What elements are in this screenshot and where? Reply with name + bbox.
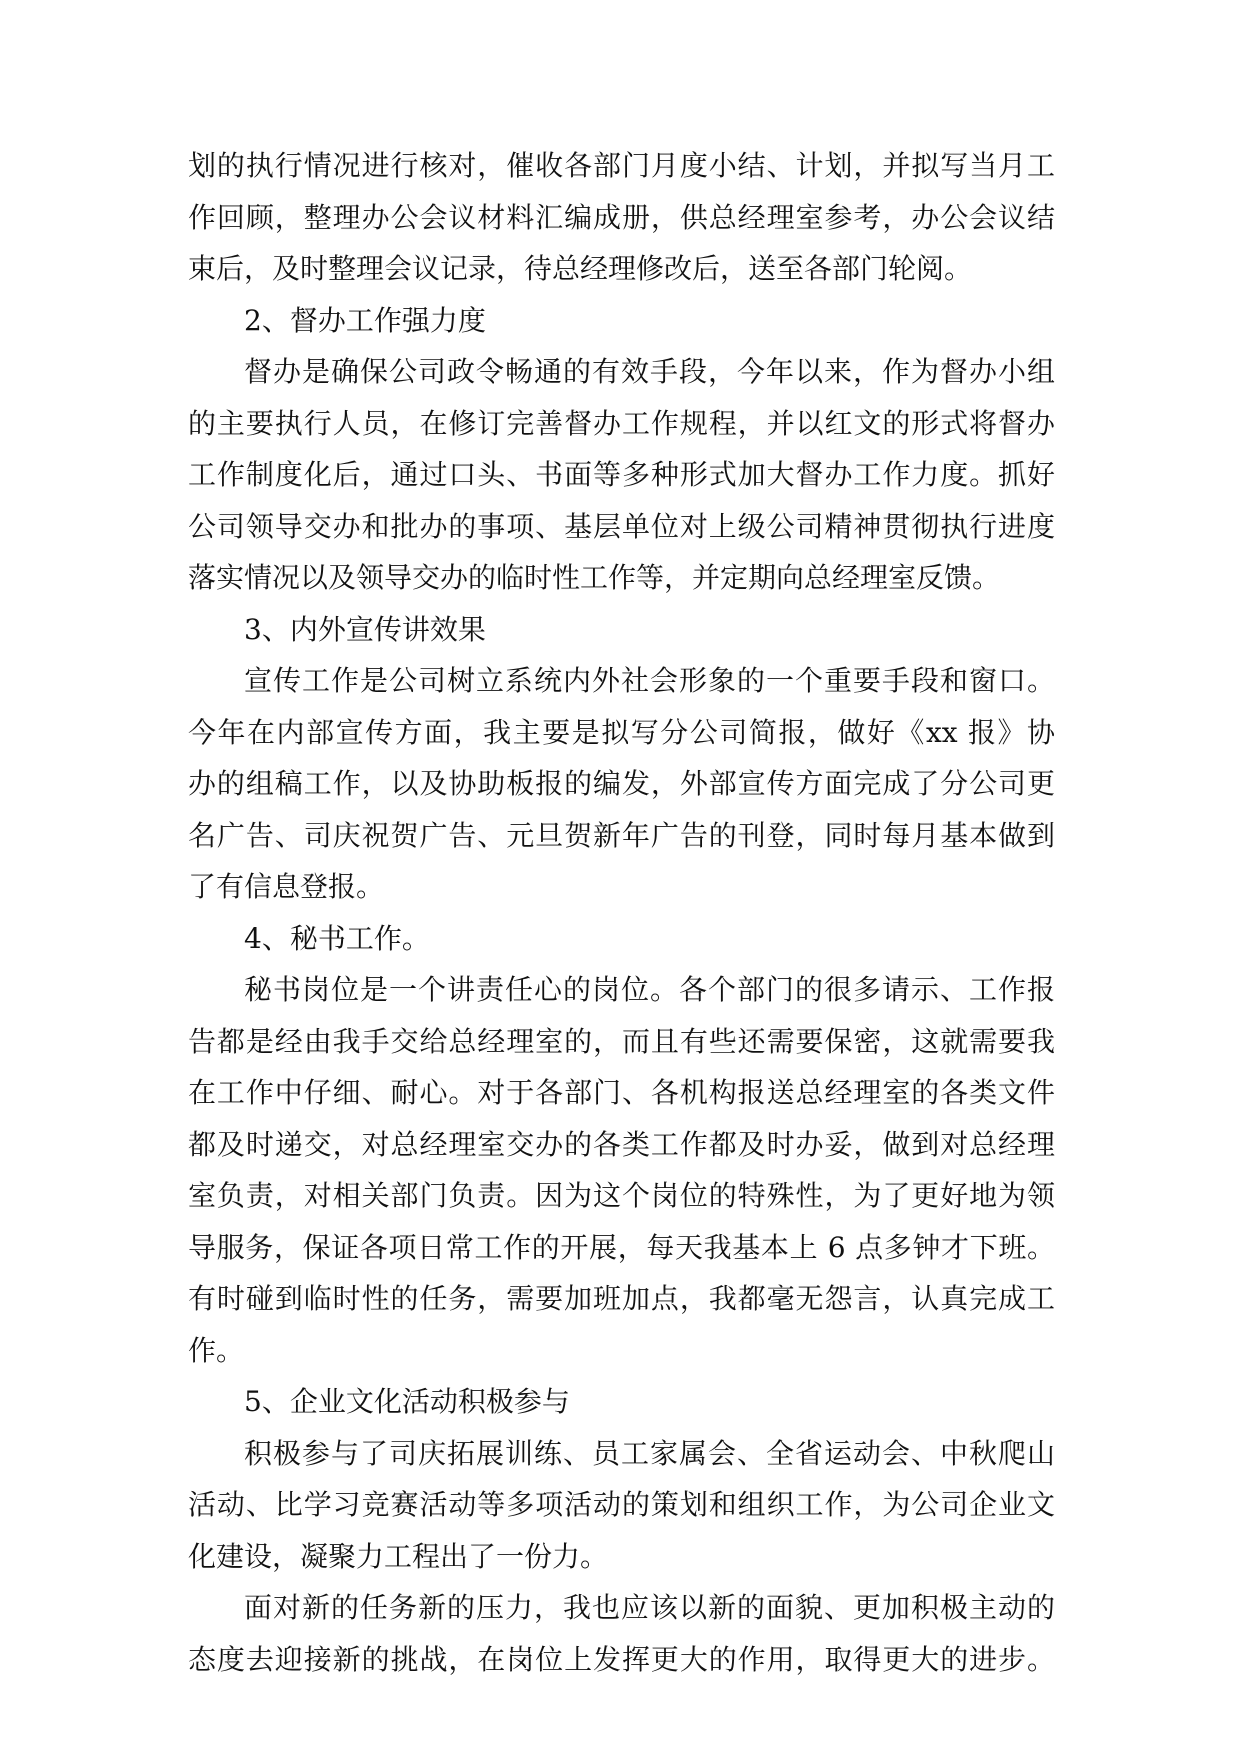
body-line: 作。 [188, 1333, 245, 1367]
body-line: 的主要执行人员，在修订完善督办工作规程，并以红文的形式将督办 [188, 406, 1055, 440]
body-line: 态度去迎接新的挑战，在岗位上发挥更大的作用，取得更大的进步。 [188, 1642, 1055, 1676]
body-line: 划的执行情况进行核对，催收各部门月度小结、计划，并拟写当月工 [188, 149, 1055, 182]
body-line: 公司领导交办和批办的事项、基层单位对上级公司精神贯彻执行进度 [188, 509, 1055, 543]
body-line: 化建设，凝聚力工程出了一份力。 [188, 1539, 609, 1573]
section-heading: 3、内外宣传讲效果 [244, 612, 486, 646]
body-line: 室负责，对相关部门负责。因为这个岗位的特殊性，为了更好地为领 [188, 1179, 1055, 1212]
section-heading: 2、督办工作强力度 [244, 303, 486, 337]
section-heading: 5、企业文化活动积极参与 [244, 1385, 570, 1418]
body-line: 作回顾，整理办公会议材料汇编成册，供总经理室参考，办公会议结 [188, 200, 1055, 234]
body-line: 秘书岗位是一个讲责任心的岗位。各个部门的很多请示、工作报 [244, 973, 1055, 1006]
body-line: 了有信息登报。 [188, 870, 385, 903]
section-heading: 4、秘书工作。 [244, 921, 430, 955]
body-line: 宣传工作是公司树立系统内外社会形象的一个重要手段和窗口。 [244, 664, 1055, 697]
body-line: 办的组稿工作，以及协助板报的编发，外部宣传方面完成了分公司更 [188, 767, 1055, 800]
body-line: 导服务，保证各项日常工作的开展，每天我基本上 6 点多钟才下班。 [188, 1230, 1055, 1264]
body-line: 在工作中仔细、耐心。对于各部门、各机构报送总经理室的各类文件 [188, 1076, 1055, 1109]
body-line: 名广告、司庆祝贺广告、元旦贺新年广告的刊登，同时每月基本做到 [188, 818, 1055, 852]
body-line: 有时碰到临时性的任务，需要加班加点，我都毫无怨言，认真完成工 [188, 1282, 1055, 1315]
body-line: 告都是经由我手交给总经理室的，而且有些还需要保密，这就需要我 [188, 1024, 1055, 1058]
body-line: 积极参与了司庆拓展训练、员工家属会、全省运动会、中秋爬山 [244, 1436, 1055, 1470]
body-line: 督办是确保公司政令畅通的有效手段，今年以来，作为督办小组 [244, 355, 1055, 388]
body-line: 面对新的任务新的压力，我也应该以新的面貌、更加积极主动的 [244, 1591, 1055, 1624]
body-line: 都及时递交，对总经理室交办的各类工作都及时办妥，做到对总经理 [188, 1127, 1055, 1161]
body-line: 束后，及时整理会议记录，待总经理修改后，送至各部门轮阅。 [188, 252, 973, 285]
body-line: 今年在内部宣传方面，我主要是拟写分公司简报，做好《xx 报》协 [188, 715, 1055, 749]
body-line: 活动、比学习竞赛活动等多项活动的策划和组织工作，为公司企业文 [188, 1488, 1055, 1521]
body-line: 落实情况以及领导交办的临时性工作等，并定期向总经理室反馈。 [188, 561, 1001, 594]
body-line: 工作制度化后，通过口头、书面等多种形式加大督办工作力度。抓好 [188, 458, 1055, 491]
document-body [188, 140, 1055, 1685]
